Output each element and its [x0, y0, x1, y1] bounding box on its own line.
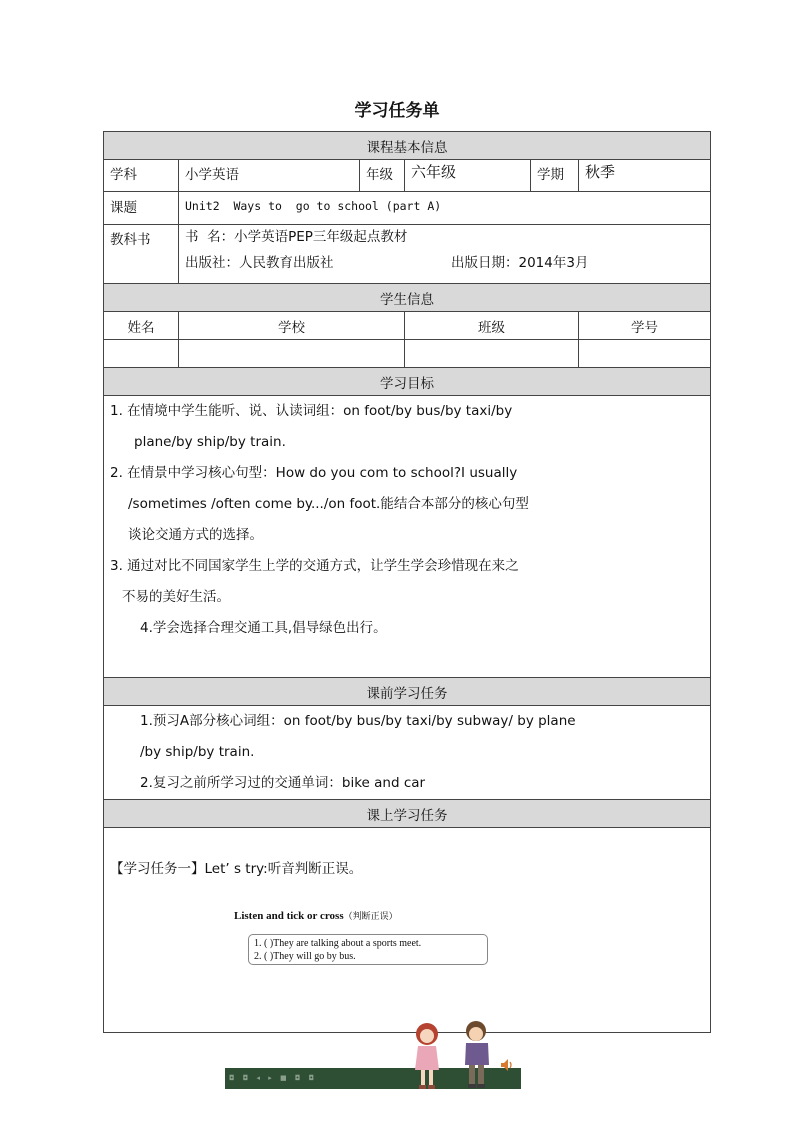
- in-class-tasks-cell: [104, 828, 711, 1033]
- objective-line: 不易的美好生活。: [122, 589, 230, 605]
- school-col-header: 学校: [179, 312, 405, 340]
- grade-value: 六年级: [405, 160, 531, 192]
- listening-exercise: [110, 877, 704, 1032]
- term-label: 学期: [531, 160, 579, 192]
- objective-line: 2. 在情景中学习核心句型：How do you com to school?I usually: [110, 465, 518, 481]
- publisher-line: 出版社：人民教育出版社: [185, 255, 334, 271]
- objective-line: 3. 通过对比不同国家学生上学的交通方式，让学生学会珍惜现在来之: [110, 558, 519, 574]
- player-controls[interactable]: ◘ ◘ ◂ ▸ ■ ◘ ◘: [229, 1074, 318, 1082]
- section-in-class-tasks: 课上学习任务: [104, 800, 711, 828]
- publisher-row: [185, 248, 704, 278]
- speaker-icon[interactable]: [499, 1057, 515, 1073]
- book-name-line: 书 名：小学英语PEP三年级起点教材: [185, 229, 408, 245]
- exercise-title-text: Listen and tick or cross: [234, 910, 344, 922]
- topic-label: 课题: [104, 192, 179, 225]
- textbook-details: [179, 225, 711, 284]
- exercise-title: [234, 909, 398, 922]
- pre-task-line: 1.预习A部分核心词组：on foot/by bus/by taxi/by subway/ by plane: [140, 713, 576, 729]
- objectives-cell: [104, 396, 711, 678]
- objective-line: /sometimes /often come by.../on foot.能结合本部分的核心句型: [128, 496, 529, 512]
- class-cell[interactable]: [405, 340, 579, 368]
- boy-cartoon-icon: [462, 1019, 492, 1091]
- topic-value: Unit2 Ways to go to school (part A): [179, 192, 711, 225]
- grade-label: 年级: [360, 160, 405, 192]
- school-cell[interactable]: [179, 340, 405, 368]
- girl-cartoon-icon: [412, 1020, 442, 1092]
- exercise-question-2: 2. ( )They will go by bus.: [254, 951, 356, 962]
- task-sheet-table: [103, 131, 711, 1033]
- name-cell[interactable]: [104, 340, 179, 368]
- section-basic-info: 课程基本信息: [104, 132, 711, 160]
- textbook-label: 教科书: [104, 225, 179, 284]
- objective-line: 谈论交通方式的选择。: [128, 527, 263, 543]
- objective-line: plane/by ship/by train.: [134, 434, 286, 450]
- objective-line: 4.学会选择合理交通工具,倡导绿色出行。: [140, 620, 387, 636]
- term-value: 秋季: [579, 160, 711, 192]
- student-id-cell[interactable]: [579, 340, 711, 368]
- exercise-question-box: [248, 934, 488, 965]
- pre-class-tasks-cell: [104, 706, 711, 800]
- class-col-header: 班级: [405, 312, 579, 340]
- name-col-header: 姓名: [104, 312, 179, 340]
- section-pre-class-tasks: 课前学习任务: [104, 678, 711, 706]
- exercise-question-1: 1. ( )They are talking about a sports meet.: [254, 938, 422, 949]
- student-id-col-header: 学号: [579, 312, 711, 340]
- pre-task-line: /by ship/by train.: [140, 744, 255, 760]
- pre-task-line: 2.复习之前所学习过的交通单词：bike and car: [140, 775, 426, 791]
- section-student-info: 学生信息: [104, 284, 711, 312]
- page-title: 学习任务单: [354, 101, 440, 121]
- objective-line: 1. 在情境中学生能听、说、认读词组：on foot/by bus/by taxi/by: [110, 403, 513, 419]
- publish-date-line: 出版日期：2014年3月: [451, 255, 589, 271]
- subject-value: 小学英语: [179, 160, 360, 192]
- task-one-line: 【学习任务一】Let’ s try:听音判断正误。: [110, 861, 363, 877]
- exercise-subtitle: （判断正误）: [343, 911, 398, 921]
- section-objectives: 学习目标: [104, 368, 711, 396]
- subject-label: 学科: [104, 160, 179, 192]
